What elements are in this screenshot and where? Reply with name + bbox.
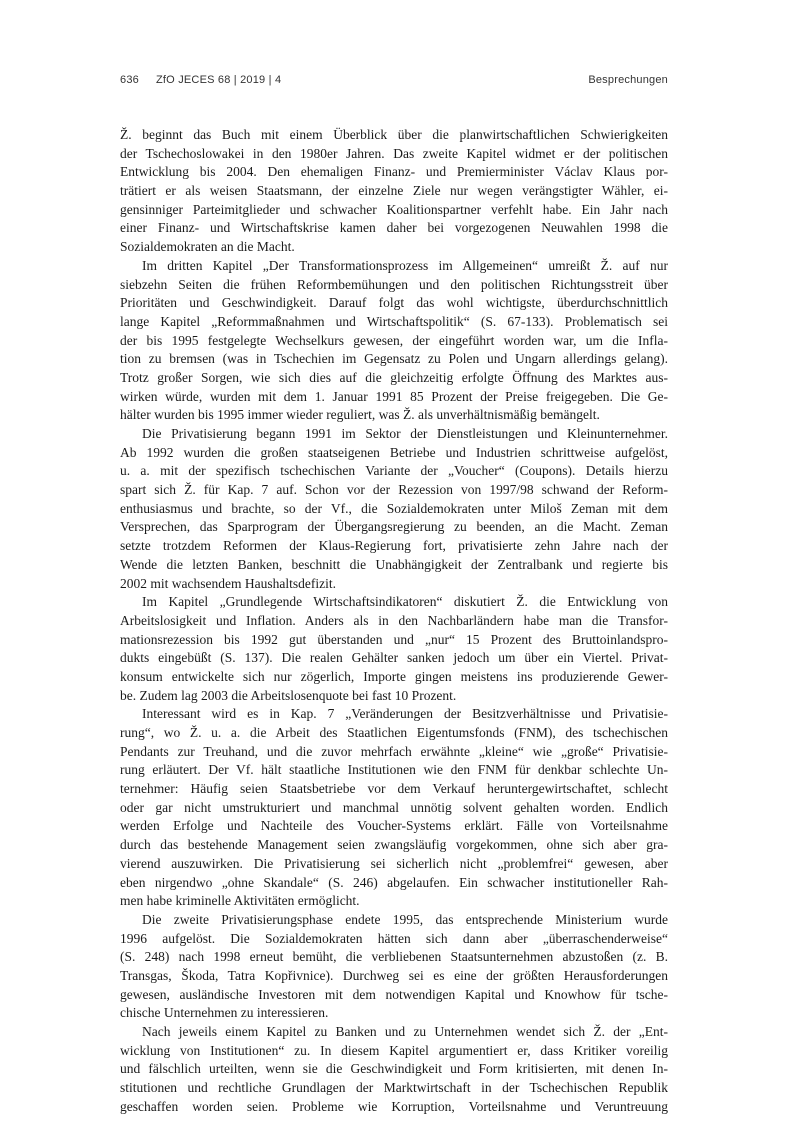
text-line: Transgas, Škoda, Tatra Kopřivnice). Durchweg sei es eine der größten Herausforderungen (120, 967, 668, 983)
text-line: Im dritten Kapitel „Der Transformationsprozess im Allgemeinen“ umreißt Ž. auf nur (142, 257, 668, 273)
text-line: geschaffen worden seien. Probleme wie Korruption, Vorteilsnahme und Veruntreuung (120, 1098, 668, 1114)
text-line: gensinniger Parteimitglieder und schwacher Koalitionspartner verfehlt habe. Ein Jahr nach (120, 201, 668, 217)
text-line: konsum entwickelte sich nur zögerlich, Importe gingen meistens ins produzierende Gewer- (120, 668, 668, 684)
text-line: vierend auszuwirken. Die Privatisierung sei sicherlich nicht „problemfrei“ gewesen, aber (120, 855, 668, 871)
text-line: durch das bestehende Management seien zwangsläufig vorgekommen, ohne sich aber gra- (120, 837, 668, 853)
journal-name: ZfO JECES 68 | 2019 | 4 (156, 74, 282, 86)
text-line: Arbeitslosigkeit und Inflation. Anders als in den Nachbarländern habe man die Transfor- (120, 612, 668, 628)
paragraph (120, 911, 668, 1023)
text-line: Prioritäten und Geschwindigkeit. Darauf folgt das wohl wichtigste, überdurchschnittlich (120, 295, 668, 311)
section-title: Besprechungen (588, 74, 668, 86)
text-line: gewesen, ausländische Investoren mit dem notwendigen Kapital und Knowhow für tsche- (120, 986, 668, 1002)
text-line: Die Privatisierung begann 1991 im Sektor der Dienstleistungen und Kleinunternehmer. (142, 426, 668, 441)
paragraph (120, 593, 668, 705)
text-line: rung erläutert. Der Vf. hält staatliche Institutionen wie den FNM für denkbar schlechte Un- (120, 762, 668, 778)
text-line: u. a. mit der spezifisch tschechischen Variante der „Voucher“ (Coupons). Details hierzu (120, 463, 668, 479)
text-line: werden Erfolge und Nachteile des Voucher-Systems erklärt. Fälle von Vorteilsnahme (120, 818, 668, 834)
text-line: und fälschlich urteilten, wenn sie die Geschwindigkeit und Form kritisierten, mit denen In- (120, 1061, 668, 1077)
text-line: hälter wurden bis 1995 immer wieder reguliert, was Ž. als unverhältnismäßig bemängelt. (120, 407, 600, 423)
text-line: mationsrezession bis 1992 gut überstanden und „nur“ 15 Prozent des Bruttoinlandspro- (120, 631, 668, 647)
text-line: wirken würde, wurden mit dem 1. Januar 1991 85 Prozent der Preise freigegeben. Die Ge- (120, 388, 668, 404)
page-number: 636 (120, 74, 139, 86)
text-line: einer Finanz- und Wirtschaftskrise kamen daher bei vorgezogenen Neuwahlen 1998 die (120, 220, 668, 236)
text-line: men habe kriminelle Aktivitäten ermöglicht. (120, 893, 360, 909)
text-line: Trotz großer Sorgen, wie sich dies auf die gleichzeitig erfolgte Öffnung des Marktes aus- (120, 369, 668, 385)
paragraph (120, 425, 668, 593)
review-body (120, 126, 668, 1116)
paragraph (120, 705, 668, 911)
text-line: setzte trotzdem Reformen der Klaus-Regierung fort, privatisierte zehn Jahre nach der (120, 538, 668, 554)
text-line: Pendants zur Treuhand, und die zuvor mehrfach erwähnte „kleine“ wie „große“ Privatisie- (120, 743, 668, 759)
text-line: der bis 1995 festgelegte Wechselkurs gewesen, der eingeführt worden war, um die Infla- (120, 332, 668, 348)
text-line: Wende die letzten Banken, beschnitt die Unabhängigkeit der Zentralbank und regierte bis (120, 556, 668, 572)
text-line: oder gar nicht umstrukturiert und manchmal unnötig solvent gehalten worden. Endlich (120, 799, 668, 815)
text-line: wicklung von Institutionen“ zu. In diesem Kapitel argumentiert er, dass Kritiker voreilig (120, 1042, 668, 1058)
text-line: Sozialdemokraten an die Macht. (120, 239, 295, 255)
text-line: Interessant wird es in Kap. 7 „Veränderungen der Besitzverhältnisse und Privatisie- (142, 706, 668, 722)
text-line: (S. 248) nach 1998 erneut bemüht, die verbliebenen Staatsunternehmen abzustoßen (z. B. (120, 949, 668, 965)
text-line: Die zweite Privatisierungsphase endete 1995, das entsprechende Ministerium wurde (142, 911, 668, 927)
text-line: siebzehn Seiten die frühen Reformbemühungen und den politischen Richtungsstreit über (120, 276, 668, 292)
text-line: tion zu bremsen (was in Tschechien im Gegensatz zu Polen und Ungarn allerdings gelang). (120, 351, 668, 367)
text-line: 2002 mit wachsendem Haushaltsdefizit. (120, 575, 336, 591)
text-line: lange Kapitel „Reformmaßnahmen und Wirtschaftspolitik“ (S. 67-133). Problematisch sei (120, 313, 668, 329)
text-line: Nach jeweils einem Kapitel zu Banken und zu Unternehmen wendet sich Ž. der „Ent- (142, 1024, 668, 1039)
text-line: 1996 aufgelöst. Die Sozialdemokraten hätten sich dann aber „überraschenderweise“ (120, 930, 668, 946)
text-line: Ab 1992 wurden die großen staatseigenen Betriebe und Industrien schrittweise aufgelöst, (120, 444, 668, 460)
text-line: chische Unternehmen zu interessieren. (120, 1005, 329, 1021)
running-header (120, 74, 668, 90)
text-line: be. Zudem lag 2003 die Arbeitslosenquote bei fast 10 Prozent. (120, 687, 457, 703)
text-line: ternehmer: Häufig seien Staatsbetriebe vor dem Verkauf heruntergewirtschaftet, schlecht (120, 781, 668, 797)
text-line: enthusiasmus und brachte, so der Vf., die Sozialdemokraten unter Miloš Zeman mit dem (120, 500, 668, 516)
text-line: stitutionen und rechtliche Grundlagen der Marktwirtschaft in der Tschechischen Republik (120, 1080, 668, 1096)
paragraph (120, 1023, 668, 1116)
text-line: der Tschechoslowakei in den 1980er Jahren. Das zweite Kapitel widmet er der politischen (120, 145, 668, 161)
text-line: Versprechen, das Sparprogram der Übergangsregierung zu beenden, an die Macht. Zeman (120, 519, 668, 535)
text-line: eben nirgendwo „ohne Skandale“ (S. 246) abgelaufen. Ein schwacher institutioneller Rah- (120, 874, 668, 890)
text-line: dukts eingebüßt (S. 137). Die realen Gehälter sanken jedoch um über ein Viertel. Privat- (120, 650, 668, 666)
text-line: Im Kapitel „Grundlegende Wirtschaftsindikatoren“ diskutiert Ž. die Entwicklung von (142, 594, 668, 610)
text-line: spart sich Ž. für Kap. 7 auf. Schon vor der Rezession von 1997/98 schwand der Reform- (120, 482, 668, 498)
paragraph (120, 257, 668, 425)
text-line: Entwicklung bis 2004. Den ehemaligen Finanz- und Premierminister Václav Klaus por- (120, 164, 668, 180)
text-line: trätiert er als weisen Staatsmann, der einzelne Ziele nur wegen verängstigter Wähler, ei- (120, 183, 668, 199)
text-line: Ž. beginnt das Buch mit einem Überblick über die planwirtschaftlichen Schwierigkeiten (120, 127, 668, 142)
paragraph (120, 126, 668, 257)
text-line: rung“, wo Ž. u. a. die Arbeit des Staatlichen Eigentumsfonds (FNM), des tschechischen (120, 725, 668, 740)
